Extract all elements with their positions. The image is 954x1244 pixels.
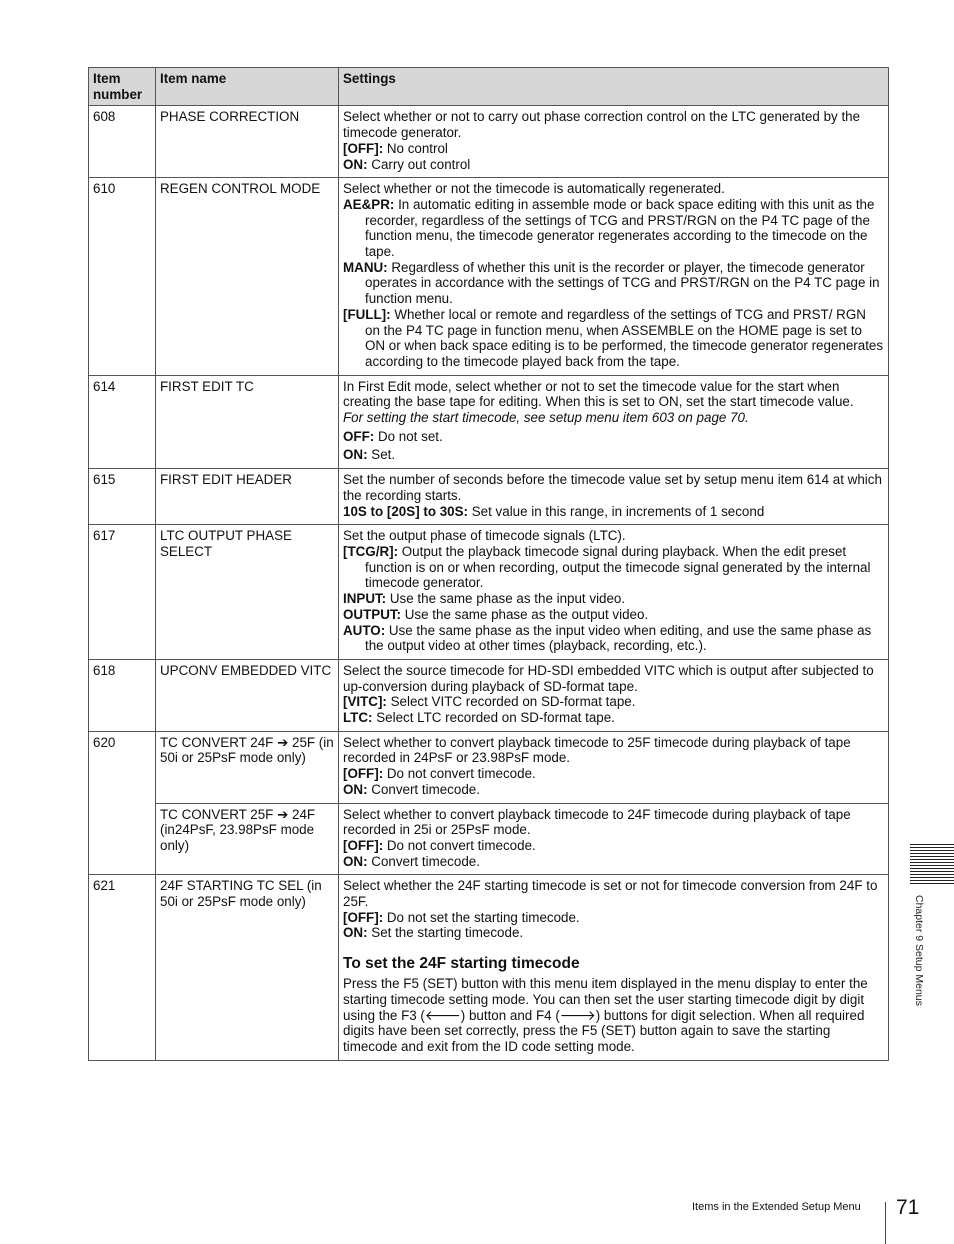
option-label: [OFF]: xyxy=(343,766,384,782)
table-row-620-25f-to-24f xyxy=(89,803,889,875)
setting-option xyxy=(343,307,884,370)
table-row-621 xyxy=(89,875,889,1060)
option-label: [OFF]: xyxy=(343,909,384,925)
item-number: 617 xyxy=(89,525,156,660)
setting-option xyxy=(343,544,884,591)
setting-description: Set the output phase of timecode signals (LTC). xyxy=(343,528,626,544)
item-number: 615 xyxy=(89,469,156,525)
item-settings xyxy=(339,803,889,875)
item-name: TC CONVERT 24F ➔ 25F (in 50i or 25PsF mode only) xyxy=(156,731,339,803)
setting-description: Select the source timecode for HD-SDI embedded VITC which is output after subjected to up-conversion during playback of SD-format tape. xyxy=(343,662,874,694)
option-label: ON: xyxy=(343,853,368,869)
setting-option xyxy=(343,766,884,782)
option-text: Output the playback timecode signal during playback. When the edit preset function is on or when recording, output the timecode signal generated by the internal timecode generator. xyxy=(365,543,871,591)
option-label: MANU: xyxy=(343,259,388,275)
option-label: [OFF]: xyxy=(343,837,384,853)
item-name: PHASE CORRECTION xyxy=(156,106,339,178)
setting-description: Select whether to convert playback timecode to 24F timecode during playback of tape recorded in 25i or 25PsF mode. xyxy=(343,806,851,838)
option-label: [VITC]: xyxy=(343,694,387,710)
option-label: [TCG/R]: xyxy=(343,543,399,559)
item-name: FIRST EDIT HEADER xyxy=(156,469,339,525)
option-text: Use the same phase as the input video. xyxy=(386,591,626,607)
setting-option xyxy=(343,838,884,854)
option-text: Do not set the starting timecode. xyxy=(383,909,580,925)
item-settings xyxy=(339,659,889,731)
table-row-614 xyxy=(89,375,889,469)
item-name: 24F STARTING TC SEL (in 50i or 25PsF mode only) xyxy=(156,875,339,1060)
option-label: 10S to [20S] to 30S: xyxy=(343,503,469,519)
item-name: FIRST EDIT TC xyxy=(156,375,339,469)
setting-option xyxy=(343,623,884,654)
option-label: [FULL]: xyxy=(343,306,391,322)
procedure-text: Press the F5 (SET) button with this menu item displayed in the menu display to enter the starting timecode setting mode. You can then set the user starting timecode digit by digit using the F3 (🡐) button and F4 (🡒) buttons for digit selection. When all required digits have been set correctly, press the F5 (SET) button again to save the starting timecode and exit from the ID code setting mode. xyxy=(343,976,868,1054)
table-header-row xyxy=(89,68,889,106)
item-name: REGEN CONTROL MODE xyxy=(156,178,339,375)
option-label: AE&PR: xyxy=(343,196,395,212)
setting-option xyxy=(343,925,884,941)
option-text: Do not set. xyxy=(374,428,443,444)
option-text: Select VITC recorded on SD-format tape. xyxy=(386,694,636,710)
chapter-tab-marker xyxy=(910,844,954,886)
setting-option xyxy=(343,854,884,870)
setting-description: Select whether to convert playback timecode to 25F timecode during playback of tape recorded in 24PsF or 23.98PsF mode. xyxy=(343,734,851,766)
option-text: Carry out control xyxy=(367,156,471,172)
option-text: Convert timecode. xyxy=(367,781,480,797)
item-number: 610 xyxy=(89,178,156,375)
option-label: OUTPUT: xyxy=(343,606,402,622)
item-number: 618 xyxy=(89,659,156,731)
table-row-618 xyxy=(89,659,889,731)
setting-description: Select whether the 24F starting timecode is set or not for timecode conversion from 24F to 25F. xyxy=(343,878,878,910)
setting-option xyxy=(343,710,884,726)
setting-option xyxy=(343,197,884,260)
option-text: Use the same phase as the input video when editing, and use the same phase as the output video at other times (playback, recording, etc.). xyxy=(365,622,872,654)
item-settings xyxy=(339,525,889,660)
setting-option xyxy=(343,141,884,157)
table-row-615 xyxy=(89,469,889,525)
option-label: INPUT: xyxy=(343,591,387,607)
table-row-620-24f-to-25f xyxy=(89,731,889,803)
option-label: AUTO: xyxy=(343,622,386,638)
item-settings xyxy=(339,106,889,178)
option-label: ON: xyxy=(343,781,368,797)
header-settings: Settings xyxy=(339,68,889,106)
item-settings xyxy=(339,731,889,803)
item-name: UPCONV EMBEDDED VITC xyxy=(156,659,339,731)
page-number: 71 xyxy=(896,1196,920,1219)
setting-option xyxy=(343,429,884,445)
footer-section-title: Items in the Extended Setup Menu xyxy=(692,1201,861,1213)
option-text: Whether local or remote and regardless of the settings of TCG and PRST/ RGN on the P4 TC page in function menu, when ASSEMBLE on the HOME page is set to ON or when back space editing is to be performed, the timecode generator regenerates according to the timecode played back from the tape. xyxy=(365,306,884,369)
item-settings xyxy=(339,178,889,375)
option-text: Set the starting timecode. xyxy=(367,925,524,941)
setting-option xyxy=(343,504,884,520)
header-item-name: Item name xyxy=(156,68,339,106)
option-text: Do not convert timecode. xyxy=(383,766,536,782)
setting-option xyxy=(343,607,884,623)
item-number: 608 xyxy=(89,106,156,178)
option-label: ON: xyxy=(343,925,368,941)
item-name: LTC OUTPUT PHASE SELECT xyxy=(156,525,339,660)
option-label: ON: xyxy=(343,447,368,463)
footer-divider xyxy=(885,1202,886,1244)
setting-description: Select whether or not the timecode is automatically regenerated. xyxy=(343,181,725,197)
option-text: Regardless of whether this unit is the recorder or player, the timecode generator operates in accordance with the settings of TCG and PRST/RGN on the P4 TC page in function menu. xyxy=(365,259,880,307)
setting-description: Select whether or not to carry out phase correction control on the LTC generated by the timecode generator. xyxy=(343,109,861,141)
item-settings xyxy=(339,875,889,1060)
cross-reference-note: For setting the start timecode, see setup menu item 603 on page 70. xyxy=(343,410,749,426)
item-number: 620 xyxy=(89,731,156,875)
item-name: TC CONVERT 25F ➔ 24F (in24PsF, 23.98PsF mode only) xyxy=(156,803,339,875)
table-row-617 xyxy=(89,525,889,660)
procedure-heading: To set the 24F starting timecode xyxy=(343,955,580,973)
setting-description: In First Edit mode, select whether or not to set the timecode value for the start when creating the base tape for editing. When this is set to ON, set the start timecode value. xyxy=(343,378,854,410)
option-text: Convert timecode. xyxy=(367,853,480,869)
option-text: Set value in this range, in increments of 1 second xyxy=(468,503,765,519)
option-label: [OFF]: xyxy=(343,140,384,156)
chapter-label: Chapter 9 Setup Menus xyxy=(913,895,925,1006)
setting-description: Set the number of seconds before the timecode value set by setup menu item 614 at which the recording starts. xyxy=(343,472,882,503)
option-label: LTC: xyxy=(343,710,373,726)
option-text: In automatic editing in assemble mode or back space editing with this unit as the recorder, regardless of the settings of TCG and PRST/RGN on the P4 TC page of the function menu, the timecode generator regenerates according to the timecode on the tape. xyxy=(365,196,875,260)
option-text: Set. xyxy=(367,447,396,463)
option-text: Select LTC recorded on SD-format tape. xyxy=(372,710,615,726)
setting-option xyxy=(343,694,884,710)
item-settings xyxy=(339,469,889,525)
option-label: ON: xyxy=(343,156,368,172)
setup-menu-table xyxy=(88,67,889,1061)
option-text: No control xyxy=(383,140,448,156)
option-label: OFF: xyxy=(343,428,375,444)
item-number: 621 xyxy=(89,875,156,1060)
item-settings xyxy=(339,375,889,469)
option-text: Use the same phase as the output video. xyxy=(401,606,649,622)
table-row-610 xyxy=(89,178,889,375)
setting-option xyxy=(343,782,884,798)
setting-option xyxy=(343,910,884,926)
setting-option xyxy=(343,591,884,607)
setting-option xyxy=(343,447,884,463)
header-item-number: Item number xyxy=(89,68,156,106)
option-text: Do not convert timecode. xyxy=(383,837,536,853)
table-row-608 xyxy=(89,106,889,178)
setting-option xyxy=(343,260,884,307)
setting-option xyxy=(343,157,884,173)
item-number: 614 xyxy=(89,375,156,469)
